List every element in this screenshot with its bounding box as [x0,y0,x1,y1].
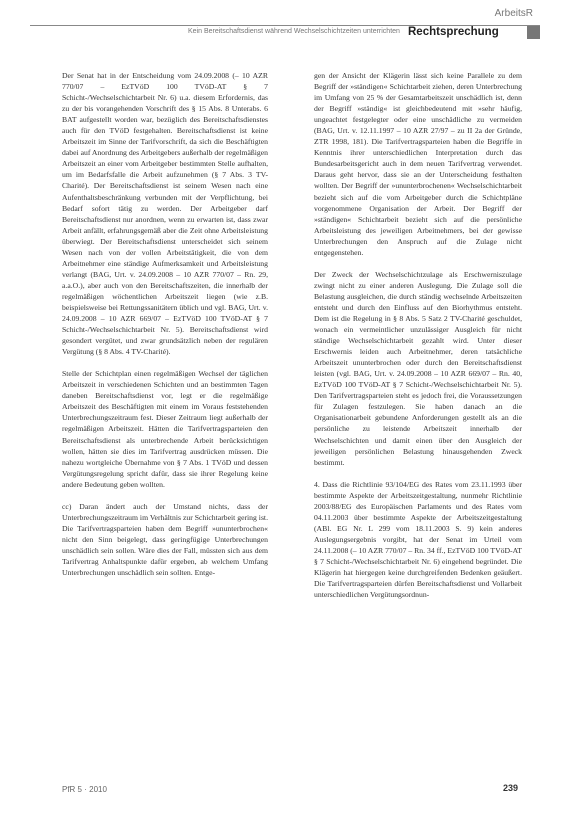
paragraph: Stelle der Schichtplan einen regelmäßigen Wechsel der täglichen Arbeitszeit in verschiedenen Schichten und an bestimmten Tagen daneben Bereitschaftsdienst vor, legt er die regelmäßige Arbeitszeit des Beschäftigten mit einem im Voraus feststehenden Unterbrechungszeitraum fest. Dieser Zeitraum liegt außerhalb der regelmäßigen Arbeitszeit. Hätten die Tarifvertragsparteien den Bereitschaftsdienst als unterbrechende Arbeit berücksichtigen wollen, hätten sie dies im Tarifvertrag ausdrücken müssen. Die nahezu wortgleiche Übernahme von § 7 Abs. 1 TVöD und dessen Vergütungsregelung spricht dafür, dass sie ihrer Regelung keine andere Bedeutung geben wollten. [62,369,268,489]
paragraph: Der Zweck der Wechselschichtzulage als Erschwerniszulage zwingt nicht zu einer anderen Auslegung. Die Zulage soll die Belastung ausgleichen, die durch ständig wechselnde Arbeitszeiten entsteht und durch den Einfluss auf den Biorhythmus entsteht. Dem ist die Regelung in § 8 Abs. 5 Satz 2 TV-Charité geschuldet, wonach ein vermeintlicher unzulässiger Ausgleich für nicht ständige Wechselschichtarbeit gezahlt wird. Unter dieser Erschwernis leiden auch Arbeitnehmer, deren tatsächliche Arbeitszeit ununterbrochen oder durch den Bereitschaftsdienst leisten (vgl. BAG, Urt. v. 24.09.2008 – 10 AZR 669/07 – Rn. 40, EzTVöD 100 TVöD-AT § 7 Schicht-/Wechselschichtarbeit Nr. 5). Den Tarifvertragsparteien steht es jedoch frei, die Voraussetzungen für Zulagen festzulegen. Sie haben danach an die Organisationarbeit gebundene Anforderungen gestellt als an die persönliche zu leistende Arbeitszeit innerhalb der Wechselschichten und damit einen über den Ausgleich der jeweiligen persönlichen Belastung hinausgehenden Zweck bestimmt. [314,269,522,467]
paragraph: cc) Daran ändert auch der Umstand nichts, dass der Unterbrechungszeitraum im Verhältnis zur Schichtarbeit gering ist. Die Tarifvertragsparteien haben dem Begriff »ununterbrochen« nicht den Sinn beigelegt, dass geringfügige Unterbrechungen unschädlich sein sollen. Wäre dies der Fall, müssten sich aus dem Tarifvertrag Anhaltspunkte dafür ergeben, ab welchem Umfang Unterbrechungen unschädlich sein sollten. Entge- [62,501,268,578]
page-number: 239 [503,783,519,793]
left-column [62,70,268,770]
journal-issue: PfR 5 · 2010 [62,785,107,794]
right-column [314,70,522,770]
journal-label: ArbeitsR [494,8,533,19]
header-subtitle: Kein Bereitschaftsdienst während Wechselschichtzeiten unterrichten [188,28,400,35]
paragraph: gen der Ansicht der Klägerin lässt sich keine Parallele zu dem Begriff der »ständigen« Schichtarbeit ziehen, deren Unterbrechung im Umfang von 25 % der Gesamtarbeitszeit unschädlich ist, denn der Begriff »ständig« ist gleichbedeutend mit »sehr häufig, ungeachtet festgelegter oder eine unschädliche zu vermeiden (BAG, Urt. v. 12.11.1997 – 10 AZR 27/97 – zu II 2a der Gründe, ZTR 1998, 181). Die Tarifvertragsparteien haben die Begriffe in Kenntnis ihrer unterschiedlichen Interpretation durch das Bundesarbeitsgericht auch in dem neuen Tarifvertrag verwendet. Daraus geht hervor, dass sie an der Unterscheidung festhalten wollten. Der Begriff der »ununterbrochenen« Wechselschichtarbeit bezieht sich auf die vom Arbeitgeber durch die Schichtpläne vorgenommene Organisation der Arbeit. Der Begriff der »ständigen« Schichtarbeit bezieht sich auf die persönliche Arbeitsleistung des jeweiligen Arbeitnehmers, bei der gewisse Unterbrechungen den Anspruch auf die Zulage nicht entgegenstehen. [314,71,522,257]
paragraph: 4. Dass die Richtlinie 93/104/EG des Rates vom 23.11.1993 über bestimmte Aspekte der Arbeitszeitgestaltung, nunmehr Richtlinie 2003/88/EG des Europäischen Parlaments und des Rates vom 04.11.2003 über bestimmte Aspekte der Arbeitszeitgestaltung (ABl. EG Nr. L 299 vom 18.11.2003 S. 9) kein anderes Auslegungsergebnis vorgibt, hat der Senat im Urteil vom 24.11.2008 (– 10 AZR 770/07 – Rn. 34 ff., EzTVöD 100 TVöD-AT § 7 Schicht-/Wechselschichtarbeit Nr. 6) eingehend begründet. Die Klägerin hat hiergegen keine durchgreifenden Bedenken geäußert. Die Tarifvertragsparteien dürfen Bereitschaftsdienst und Vollarbeit unterschiedlichen Vergütungsordnun- [314,479,522,600]
paragraph: Der Senat hat in der Entscheidung vom 24.09.2008 (– 10 AZR 770/07 – EzTVöD 100 TVöD-AT § 7 Schicht-/Wechselschichtarbeit Nr. 6) u.a. diesem Erfordernis, das zu der bis vorangehenden Vorschrift des § 15 Abs. 8 Unterabs. 6 BAT aufgestellt worden war, bezüglich des Bereitschaftsdienstes auch für den TVöD festgehalten. Bereitschaftsdienst ist keine Arbeitszeit im Sinne der Tarifvorschrift, da sich die Beschäftigten dabei auf Anordnung des Arbeitgebers außerhalb der regelmäßigen Arbeitszeit an einer vom Arbeitgeber bestimmten Stelle aufhalten, um im Bedarfsfalle die Arbeit aufzunehmen (§ 7 Abs. 3 TV-Charité). Der Bereitschaftsdienst ist seinem Wesen nach eine Aufenthaltsbeschränkung verbunden mit der Verpflichtung, bei Bedarf sofort tätig zu werden. Der Arbeitgeber darf Bereitschaftsdienst nur anordnen, wenn zu erwarten ist, dass zwar Arbeit anfällt, erfahrungsgemäß aber die Zeit ohne Arbeitsleistung überwiegt. Der Bereitschaftsdienst unterscheidet sich seinem Wesen nach von der vollen Arbeitstätigkeit, die von dem Arbeitnehmer eine ständige Aufmerksamkeit und Arbeitsleistung verlangt (BAG, Urt. v. 24.09.2008 – 10 AZR 770/07 – Rn. 29, a.a.O.), aber auch von den Bereitschaftszeiten, die innerhalb der regelmäßigen wöchentlichen Arbeitszeit liegen (wie z.B. beispielsweise bei Rettungssanitätern üblich und vgl. BAG, Urt. v. 24.09.2008 – 10 AZR 669/07 – EzTVöD 100 TVöD-AT § 7 Schicht-/Wechselschichtarbeit Nr. 5). Bereitschaftsdienst wird gesondert vergütet, und zwar grundsätzlich neben der regulären Vergütung (§ 8 Abs. 4 TV-Charité). [62,71,268,357]
header-marker-block [527,26,540,39]
section-title: Rechtsprechung [408,26,499,38]
